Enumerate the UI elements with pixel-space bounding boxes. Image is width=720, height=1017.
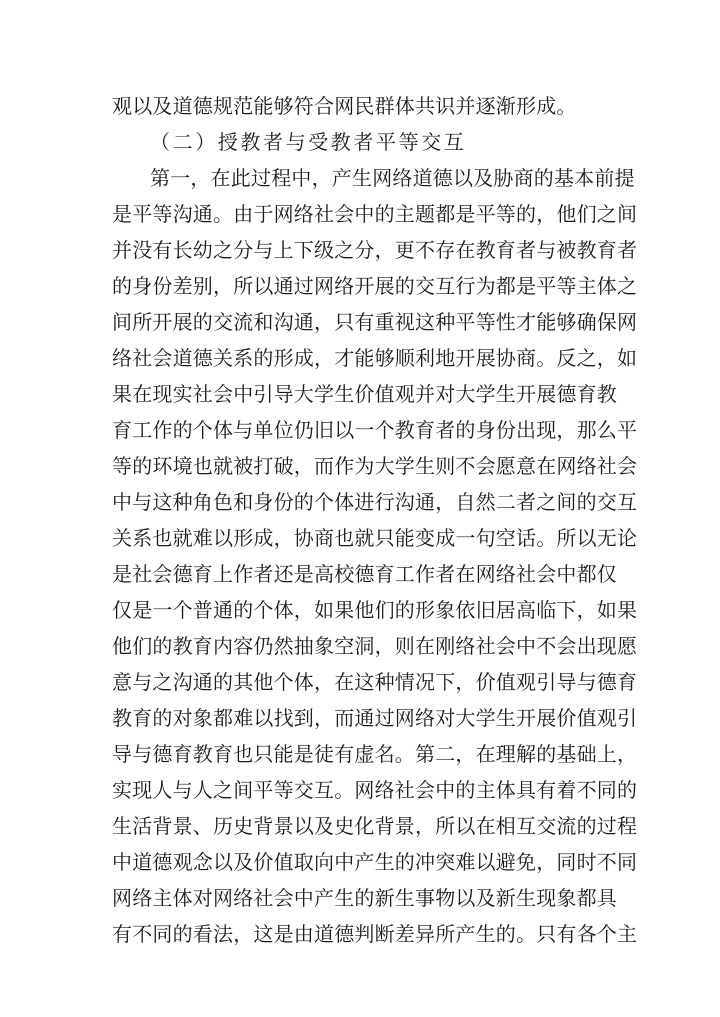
paragraph-line: 仅是一个普通的个体，如果他们的形象依旧居高临下，如果 [112, 598, 638, 622]
paragraph-line: 他们的教育内容仍然抽象空洞，则在刚络社会中不会出现愿 [112, 634, 638, 658]
paragraph-line: 等的环境也就被打破，而作为大学生则不会愿意在网络社会 [112, 454, 638, 478]
paragraph-line: 是社会德育上作者还是高校德育工作者在网络社会中都仅 [112, 562, 617, 586]
paragraph-line: 是平等沟通。由于网络社会中的主题都是平等的，他们之间 [112, 202, 638, 226]
paragraph-line: 间所开展的交流和沟通，只有重视这种平等性才能够确保网 [112, 310, 638, 334]
section-heading: （二）授教者与受教者平等交互 [150, 130, 467, 154]
continuation-line: 观以及道德规范能够符合网民群体共识并逐渐形成。 [112, 94, 577, 118]
paragraph-line: 网络主体对网络社会中产生的新生事物以及新生现象都具 [112, 886, 617, 910]
paragraph-line: 有不同的看法，这是由道德判断差异所产生的。只有各个主 [112, 922, 638, 946]
paragraph-line: 中与这种角色和身份的个体进行沟通，自然二者之间的交互 [112, 490, 638, 514]
paragraph-line: 生活背景、历史背景以及史化背景，所以在相互交流的过程 [112, 814, 638, 838]
paragraph-line: 并没有长幼之分与上下级之分，更不存在教育者与被教育者 [112, 238, 638, 262]
paragraph-line: 果在现实社会中引导大学生价值观并对大学生开展德育教 [112, 382, 617, 406]
paragraph-line: 中道德观念以及价值取向中产生的冲突难以避免，同时不同 [112, 850, 638, 874]
paragraph-line: 育工作的个体与单位仍旧以一个教育者的身份出现，那么平 [112, 418, 638, 442]
paragraph-line: 第一，在此过程中，产生网络道德以及胁商的基本前提 [150, 166, 635, 190]
paragraph-line: 络社会道德关系的形成，才能够顺利地开展协商。反之，如 [112, 346, 638, 370]
paragraph-line: 教育的对象都难以找到，而通过网络对大学生开展价值观引 [112, 706, 638, 730]
paragraph-line: 意与之沟通的其他个体，在这种情况下，价值观引导与德育 [112, 670, 638, 694]
paragraph-line: 的身份差别，所以通过网络开展的交互行为都是平等主体之 [112, 274, 638, 298]
paragraph-line: 导与德育教育也只能是徒有虚名。第二，在理解的基础上， [112, 742, 638, 766]
paragraph-line: 关系也就难以形成，协商也就只能变成一句空话。所以无论 [112, 526, 638, 550]
paragraph-line: 实现人与人之间平等交互。网络社会中的主体具有着不同的 [112, 778, 638, 802]
